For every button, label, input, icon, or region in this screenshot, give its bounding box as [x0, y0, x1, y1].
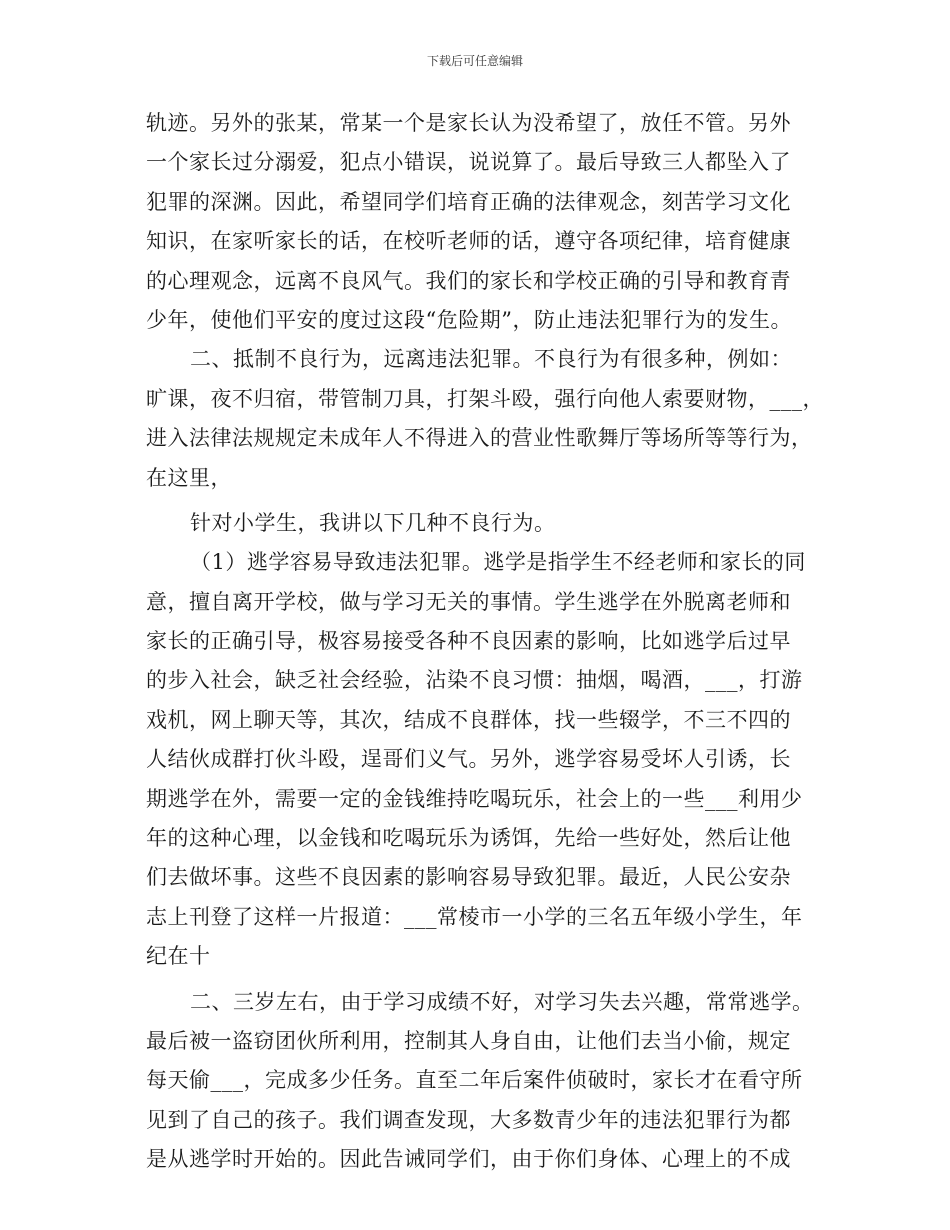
text-line: 知识，在家听家长的话，在校听老师的话，遵守各项纪律，培育健康 [146, 229, 791, 254]
page-header-note: 下载后可任意编辑 [426, 54, 523, 68]
text-line: 戏机，网上聊天等，其次，结成不良群体，找一些辍学，不三不四的 [146, 707, 791, 732]
text-line: 期逃学在外，需要一定的金钱维持吃喝玩乐，社会上的一些___利用少 [146, 786, 803, 811]
text-line: 纪在十 [146, 944, 211, 969]
text-line: 见到了自己的孩子。我们调查发现，大多数青少年的违法犯罪行为都 [146, 1107, 791, 1132]
document-body [146, 104, 824, 1180]
text-line: 年的这种心理，以金钱和吃喝玩乐为诱饵，先给一些好处，然后让他 [146, 826, 791, 851]
text-line: 犯罪的深渊。因此，希望同学们培育正确的法律观念，刻苦学习文化 [146, 189, 791, 214]
text-line: 们去做坏事。这些不良因素的影响容易导致犯罪。最近，人民公安杂 [146, 865, 791, 890]
text-line: 人结伙成群打伙斗殴，逞哥们义气。另外，逃学容易受坏人引诱，长 [146, 747, 791, 772]
text-line: 旷课，夜不归宿，带管制刀具，打架斗殴，强行向他人索要财物，___， [146, 386, 824, 411]
text-line: 轨迹。另外的张某，常某一个是家长认为没希望了，放任不管。另外 [146, 111, 791, 135]
text-line: 最后被一盗窃团伙所利用，控制其人身自由，让他们去当小偷，规定 [146, 1028, 791, 1053]
text-line: 每天偷___，完成多少任务。直至二年后案件侦破时，家长才在看守所 [146, 1068, 803, 1093]
text-line: 少年，使他们平安的度过这段“危险期”，防止违法犯罪行为的发生。 [146, 307, 792, 332]
text-line: 志上刊登了这样一片报道：___常棱市一小学的三名五年级小学生，年 [146, 904, 803, 929]
text-line: 针对小学生，我讲以下几种不良行为。 [190, 510, 556, 535]
text-line: 的心理观念，远离不良风气。我们的家长和学校正确的引导和教育青 [146, 268, 791, 293]
text-line: 在这里， [146, 465, 232, 490]
text-line: 一个家长过分溺爱，犯点小错误，说说算了。最后导致三人都坠入了 [146, 150, 791, 175]
text-line: 二、抵制不良行为，远离违法犯罪。不良行为有很多种，例如： [190, 347, 792, 372]
text-line: 二、三岁左右，由于学习成绩不好，对学习失去兴趣，常常逃学。 [190, 989, 814, 1014]
text-line: （1）逃学容易导致违法犯罪。逃学是指学生不经老师和家长的同 [190, 550, 806, 575]
text-line: 是从逃学时开始的。因此告诫同学们，由于你们身体、心理上的不成 [146, 1147, 791, 1172]
text-line: 家长的正确引导，极容易接受各种不良因素的影响，比如逃学后过早 [146, 629, 791, 654]
text-line: 进入法律法规规定未成年人不得进入的营业性歌舞厅等场所等等行为， [146, 426, 813, 451]
text-line: 意，擅自离开学校，做与学习无关的事情。学生逃学在外脱离老师和 [146, 589, 791, 614]
text-line: 的步入社会，缺乏社会经验，沾染不良习惯：抽烟，喝酒，___，打游 [146, 668, 803, 693]
